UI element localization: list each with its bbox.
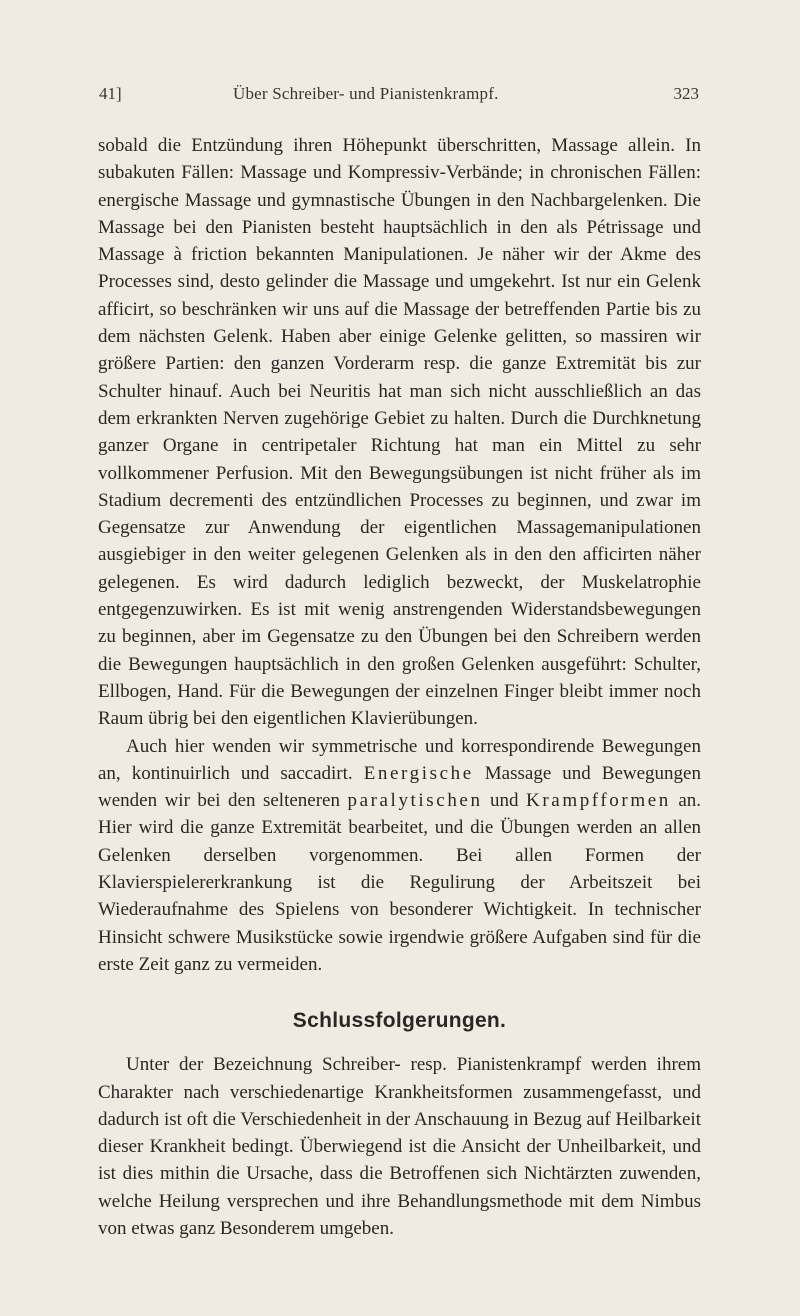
running-head	[99, 84, 699, 110]
paragraph-symmetric-movements	[98, 733, 701, 979]
emphasis-energische: Energische	[363, 762, 474, 784]
text-run: an. Hier wird die ganze Extremität bearbeitet, und die Übungen werden an allen Gelenken derselben vorgenommen. Bei allen Formen der Klavierspielererkrankung ist die Regulirung der Arbeitszeit bei Wiederaufnahme des Spielens von besonderer Wichtigkeit. In technischer Hinsicht schwere Musikstücke sowie irgendwie größere Aufgaben sind für die erste Zeit ganz zu vermeiden.	[98, 790, 702, 975]
paragraph-massage-treatment: sobald die Entzündung ihren Höhepunkt überschritten, Massage allein. In subakuten Fällen: Massage und Kompressiv-Verbände; in chronischen Fällen: energische Massage und gymnastische Übungen in den Nachbargelenken. Die Massage bei den Pianisten besteht hauptsächlich in den als Pétrissage und Massage à friction bekannten Manipulationen. Je näher wir der Akme des Processes sind, desto gelinder die Massage und umgekehrt. Ist nur ein Gelenk afficirt, so beschränken wir uns auf die Massage der betreffenden Partie bis zu dem nächsten Gelenk. Haben aber einige Gelenke gelitten, so massiren wir größere Partien: den ganzen Vorderarm resp. die ganze Extremität bis zur Schulter hinauf. Auch bei Neuritis hat man sich nicht ausschließlich an das dem erkrankten Nerven zugehörige Gebiet zu halten. Durch die Durchknetung ganzer Organe in centripetaler Richtung hat man ein Mittel zu sehr vollkommener Perfusion. Mit den Bewegungsübungen ist nicht früher als im Stadium decrementi des entzündlichen Processes zu beginnen, und zwar im Gegensatze zur Anwendung der eigentlichen Massagemanipulationen ausgiebiger in den weiter gelegenen Gelenken als in den den afficirten näher gelegenen. Es wird dadurch lediglich bezweckt, der Muskelatrophie entgegenzuwirken. Es ist mit wenig anstrengenden Widerstandsbewegungen zu beginnen, aber im Gegensatze zu den Übungen bei den Schreibern werden die Bewegungen hauptsächlich in den großen Gelenken ausgeführt: Schulter, Ellbogen, Hand. Für die Bewegungen der einzelnen Finger bleibt immer noch Raum übrig bei den eigentlichen Klavierübungen.	[98, 135, 701, 730]
emphasis-krampfformen: Krampfformen	[526, 790, 671, 812]
body-text	[98, 132, 701, 1242]
text-run: und	[482, 790, 527, 812]
running-title: Über Schreiber- und Pianistenkrampf.	[233, 84, 499, 103]
text-run: Massage und Bewegungen wenden wir bei den selteneren	[98, 762, 701, 812]
page-number-right: 323	[673, 84, 699, 103]
text-run: Auch hier wenden wir symmetrische und korrespondirende Bewegungen an, kontinuirlich und saccadirt.	[98, 735, 701, 784]
emphasis-paralytischen: paralytischen	[347, 790, 483, 812]
paragraph-conclusions: Unter der Bezeichnung Schreiber- resp. Pianistenkrampf werden ihrem Charakter nach verschiedenartige Krankheitsformen zusammengefasst, und dadurch ist oft die Verschiedenheit in der Anschauung in Bezug auf Heilbarkeit dieser Krankheit bedingt. Überwiegend ist die Ansicht der Unheilbarkeit, und ist dies mithin die Ursache, dass die Betroffenen sich Nichtärzten zuwenden, welche Heilung versprechen und ihre Behandlungsmethode mit dem Nimbus von etwas ganz Besonderem umgeben.	[98, 1054, 701, 1239]
section-heading: Schlussfolgerungen.	[292, 1009, 507, 1033]
page-number-left: 41]	[99, 84, 122, 103]
